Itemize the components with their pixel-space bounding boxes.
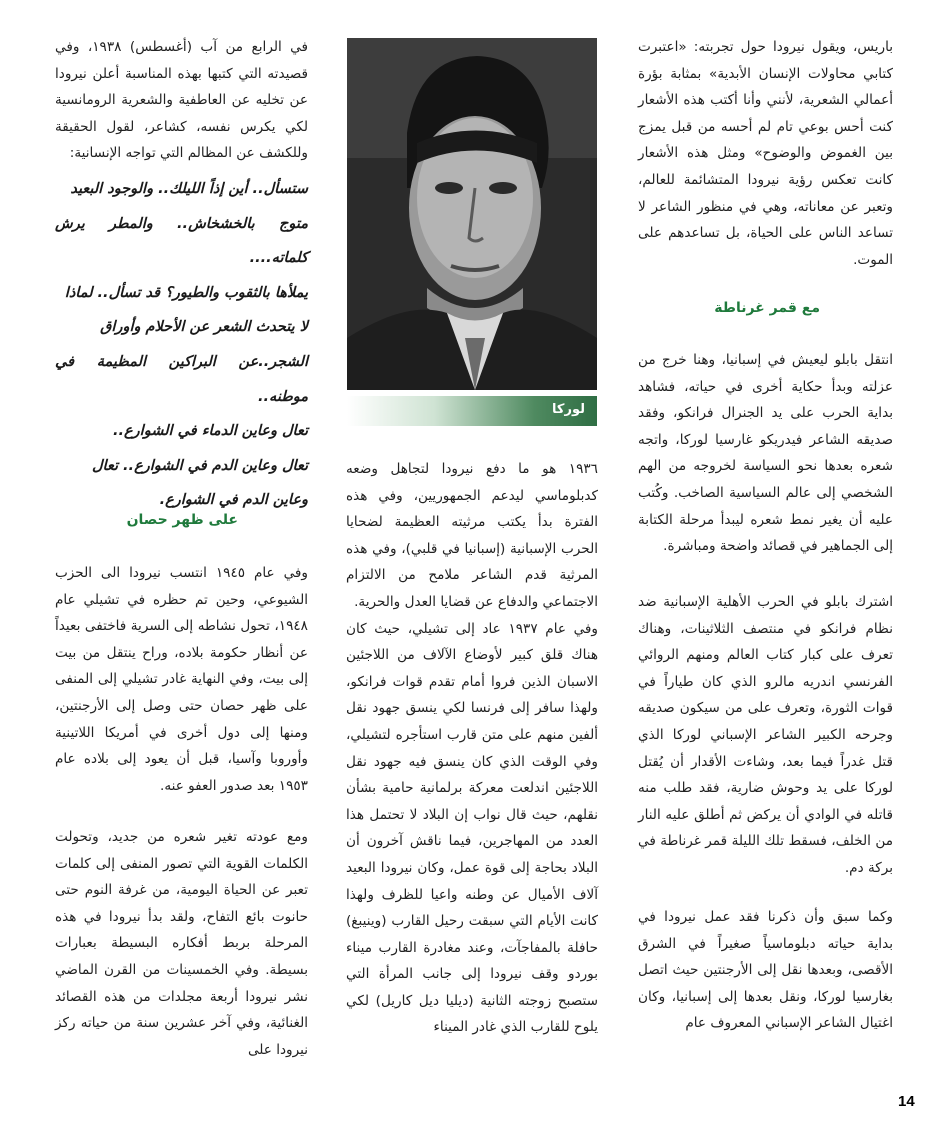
middle-paragraph-1: ١٩٣٦ هو ما دفع نيرودا لتجاهل وضعه كدبلوماسي ليدعم الجمهوريين، وفي هذه الفترة بدأ يكتب مرثيته العظيمة لضحايا الحرب الإسبانية (إسبانيا في قلبي)، وفي هذه المرثية قدم الشاعر ملامح من الالتزام الاجتماعي والدفاع عن قضايا العدل والحرية. <box>346 461 598 610</box>
left-paragraph-2: ومع عودته تغير شعره من جديد، وتحولت الكلمات القوية التي تصور المنفى إلى كلمات تعبر عن الحياة اليومية، من غرفة النوم حتى حانوت بائع التفاح، ولقد بدأ نيرودا في هذه المرحلة بربط أفكاره البسيطة بعبارات بسيطة. وفي الخمسينات من القرن الماضي نشر نيرودا أربعة مجلدات من هذه القصائد الغنائية، وفي آخر عشرين سنة من حياته ركز نيرودا على <box>55 829 308 1058</box>
right-column-section <box>638 347 893 560</box>
poem-line: ستسأل.. أين إذاً الليلك.. والوجود البعيد <box>70 181 308 197</box>
left-paragraph-1: وفي عام ١٩٤٥ انتسب نيرودا الى الحزب الشيوعي، وحين تم حظره في تشيلي عام ١٩٤٨، تحول نشاطه إلى السرية فاختفى بعيداً عن أنظار حكومة بلاده، وراح ينتقل من بيت إلى بيت، وفي النهاية غادر تشيلي إلى المنفى على ظهر حصان حتى وصل إلى الأرجنتين، ومنها إلى دول أخرى في أمريكا اللاتينية وأوروبا وآسيا، قبل أن يعود إلى بلاده عام ١٩٥٣ بعد صدور العفو عنه. <box>55 565 308 794</box>
page-number: 14 <box>898 1093 915 1110</box>
left-column-section <box>55 560 308 799</box>
left-intro-paragraph: في الرابع من آب (أغسطس) ١٩٣٨، وفي قصيدته التي كتبها بهذه المناسبة أعلن نيرودا عن تخليه عن العاطفية والشعرية الرومانسية لكي يكرس نفسه، كشاعر، لقول الحقيقة وللكشف عن المظالم التي تواجه الإنسانية: <box>55 39 309 162</box>
poem-line: وعاين الدم في الشوارع. <box>159 492 308 509</box>
right-paragraph-1: انتقل بابلو ليعيش في إسبانيا، وهنا خرج من عزلته وبدأ حكاية أخرى في حياته، فشاهد بداية الحرب على يد الجنرال فرانكو، وفقد صديقه الشاعر فيدريكو غارسيا لوركا، واتجه شعره بعدها نحو السياسة لخروجه من الهم الشخصي إلى عالم السياسية الصاخب. وكُتب عليه أن يغير نمط شعره ليبدأ مرحلة الكتابة إلى الجماهير في قصائد واضحة ومباشرة. <box>638 352 893 555</box>
poem-line: تعال وعاين الدماء في الشوارع.. <box>113 423 308 440</box>
right-column <box>638 34 893 273</box>
left-column-section-2 <box>55 824 308 1063</box>
photo-caption-bar <box>347 396 597 426</box>
right-paragraph-3: وكما سبق وأن ذكرنا فقد عمل نيرودا في بداية حياته دبلوماسياً صغيراً في الشرق الأقصى، وبعدها نقل إلى الأرجنتين حيث اتصل بغارسيا لوركا، ونقل بعدها إلى إسبانيا، وكان اغتيال الشاعر الإسباني المعروف عام <box>638 909 893 1032</box>
middle-column <box>346 456 598 1041</box>
poem-line: تعال وعاين الدم في الشوارع.. تعال <box>92 457 308 474</box>
right-intro-paragraph: باريس، ويقول نيرودا حول تجربته: «اعتبرت كتابي محاولات الإنسان الأبدية» بمثابة بؤرة أعمالي الشعرية، لأنني وأنا أكتب هذه الأشعار كنت أحس بوعي تام لم أحسه من قبل يمزج بين الغموض والوضوح» ومثل هذه الأشعار كانت تعكس رؤية نيرودا المتشائمة للعالم، وتعبر عن معاناته، وهي في منظور الشاعر لا تساعد الناس على الحياة، بل تساعدهم على الموت. <box>638 39 893 268</box>
lorca-portrait-photo <box>347 38 597 390</box>
heading-granada-moon: مع قمر غرناطة <box>714 300 820 316</box>
photo-caption: لوركا <box>552 402 585 417</box>
poem-line: الشجر..عن البراكين المظيمة في موطنه.. <box>55 353 308 405</box>
poem-line: لا يتحدث الشعر عن الأحلام وأوراق <box>100 319 308 336</box>
left-column <box>55 34 308 167</box>
poem-line: متوج بالخشخاش.. والمطر يرش كلماته.... <box>55 215 308 267</box>
right-column-section-2 <box>638 589 893 882</box>
right-paragraph-2: اشترك بابلو في الحرب الأهلية الإسبانية ضد نظام فرانكو في منتصف الثلاثينات، وهناك تعرف على كبار كتاب العالم ومنهم الروائي الفرنسي اندريه مالرو الذي كان طياراً في قوات الثورة، وتعرف على من سيكون صديقه وجرحه الكبير الشاعر الإسباني لوركا الذي قتل غدراً فيما بعد، وشاءت الأقدار أن يُقتل لوركا على يد وحوش ضارية، فقد طلب منه قاتله في الوادي أن يركض ثم أطلق عليه النار من الخلف، فسقط تلك الليلة قمر غرناطة في بركة دم. <box>638 594 893 876</box>
poem-excerpt <box>55 172 308 518</box>
heading-on-horseback: على ظهر حصان <box>126 512 238 528</box>
right-column-section-3 <box>638 904 893 1037</box>
middle-paragraph-2: وفي عام ١٩٣٧ عاد إلى تشيلي، حيث كان هناك قلق كبير لأوضاع الآلاف من اللاجئين الاسبان الذين فروا أمام تقدم قوات فرانكو، ولهذا سافر إلى فرنسا لكي ينسق جهود نقل ألفين منهم على متن قارب استأجره لتشيلي، وفي الوقت الذي كان ينسق فيه جهود نقل اللاجئين اندلعت معركة برلمانية حامية بشأن نقلهم، حيث قال نواب إن البلاد لا تحتمل هذا العدد من المهاجرين، فيما ناقش آخرون أن البلاد بحاجة إلى قوة عمل، وكان نيرودا البعيد آلاف الأميال عن وطنه واعيا للظرف ولهذا كانت الأيام التي سبقت رحيل القارب (وينيبغ) حافلة بالمفاجآت، وعند مغادرة القارب ميناء بوردو وقف نيرودا إلى جانب المرأة التي ستصبح زوجته الثانية (ديليا ديل كاريل) لكي يلوح للقارب الذي غادر الميناء <box>346 620 598 1036</box>
poem-line: يملأها بالثقوب والطيور؟ قد تسأل.. لماذا <box>64 284 308 301</box>
